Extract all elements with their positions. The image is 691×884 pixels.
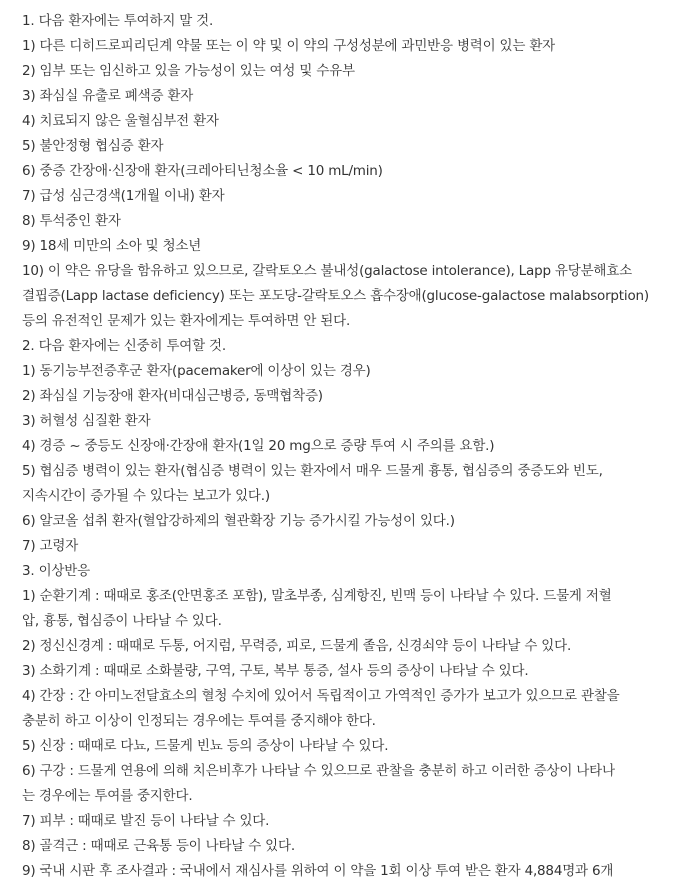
list-item: 4) 치료되지 않은 울혈심부전 환자 [22,113,219,129]
list-item-continuation: 충분히 하고 이상이 인정되는 경우에는 투여를 중지해야 한다. [22,713,376,729]
list-item: 6) 중증 간장애·신장애 환자(크레아티닌청소율 < 10 mL/min) [22,163,383,179]
list-item-continuation: 등의 유전적인 문제가 있는 환자에게는 투여하면 안 된다. [22,313,351,329]
list-item: 9) 국내 시판 후 조사결과 : 국내에서 재심사를 위하여 이 약을 1회 이상 투여 받은 환자 4,884명과 6개 [22,863,614,879]
list-item: 3) 허혈성 심질환 환자 [22,413,151,429]
list-item-continuation: 압, 흉통, 협심증이 나타날 수 있다. [22,613,222,629]
list-item: 4) 경증 ~ 중등도 신장애·간장애 환자(1일 20 mg으로 증량 투여 시 주의를 요함.) [22,438,495,454]
list-item: 2) 임부 또는 임신하고 있을 가능성이 있는 여성 및 수유부 [22,63,355,79]
list-item: 7) 고령자 [22,538,79,554]
section-heading-precautions: 2. 다음 환자에는 신중히 투여할 것. [22,338,226,354]
list-item: 6) 구강 : 드물게 연용에 의해 치은비후가 나타날 수 있으므로 관찰을 충분히 하고 이러한 증상이 나타나 [22,763,615,779]
list-item: 2) 정신신경계 : 때때로 두통, 어지럼, 무력증, 피로, 드물게 졸음, 신경쇠약 등이 나타날 수 있다. [22,638,572,654]
list-item: 9) 18세 미만의 소아 및 청소년 [22,238,202,254]
list-item: 4) 간장 : 간 아미노전달효소의 혈청 수치에 있어서 독립적이고 가역적인 증가가 보고가 있으므로 관찰을 [22,688,620,704]
list-item: 6) 알코올 섭취 환자(혈압강하제의 혈관확장 기능 증가시킬 가능성이 있다.) [22,513,455,529]
list-item: 7) 급성 심근경색(1개월 이내) 환자 [22,188,225,204]
list-item: 7) 피부 : 때때로 발진 등이 나타날 수 있다. [22,813,270,829]
list-item: 1) 동기능부전증후군 환자(pacemaker에 이상이 있는 경우) [22,363,371,379]
list-item: 5) 신장 : 때때로 다뇨, 드물게 빈뇨 등의 증상이 나타날 수 있다. [22,738,389,754]
list-item-continuation: 결핍증(Lapp lactase deficiency) 또는 포도당-갈락토오스 흡수장애(glucose-galactose malabsorption) [22,288,649,304]
list-item: 8) 투석중인 환자 [22,213,121,229]
list-item-continuation: 지속시간이 증가될 수 있다는 보고가 있다.) [22,488,270,504]
list-item: 1) 다른 디히드로피리딘계 약물 또는 이 약 및 이 약의 구성성분에 과민반응 병력이 있는 환자 [22,38,556,54]
list-item: 1) 순환기계 : 때때로 홍조(안면홍조 포함), 말초부종, 심계항진, 빈맥 등이 나타날 수 있다. 드물게 저혈 [22,588,612,604]
section-heading-contraindications: 1. 다음 환자에는 투여하지 말 것. [22,13,214,29]
list-item: 8) 골격근 : 때때로 근육통 등이 나타날 수 있다. [22,838,295,854]
list-item: 5) 불안정형 협심증 환자 [22,138,164,154]
list-item-continuation: 는 경우에는 투여를 중지한다. [22,788,193,804]
list-item: 5) 협심증 병력이 있는 환자(협심증 병력이 있는 환자에서 매우 드물게 흉통, 협심증의 중증도와 빈도, [22,463,603,479]
list-item: 3) 소화기계 : 때때로 소화불량, 구역, 구토, 복부 통증, 설사 등의 증상이 나타날 수 있다. [22,663,529,679]
section-heading-adverse-reactions: 3. 이상반응 [22,563,90,579]
document-body [22,9,682,884]
list-item: 2) 좌심실 기능장애 환자(비대심근병증, 동맥협착증) [22,388,323,404]
list-item: 3) 좌심실 유출로 폐색증 환자 [22,88,194,104]
list-item: 10) 이 약은 유당을 함유하고 있으므로, 갈락토오스 불내성(galactose intolerance), Lapp 유당분해효소 [22,263,632,279]
